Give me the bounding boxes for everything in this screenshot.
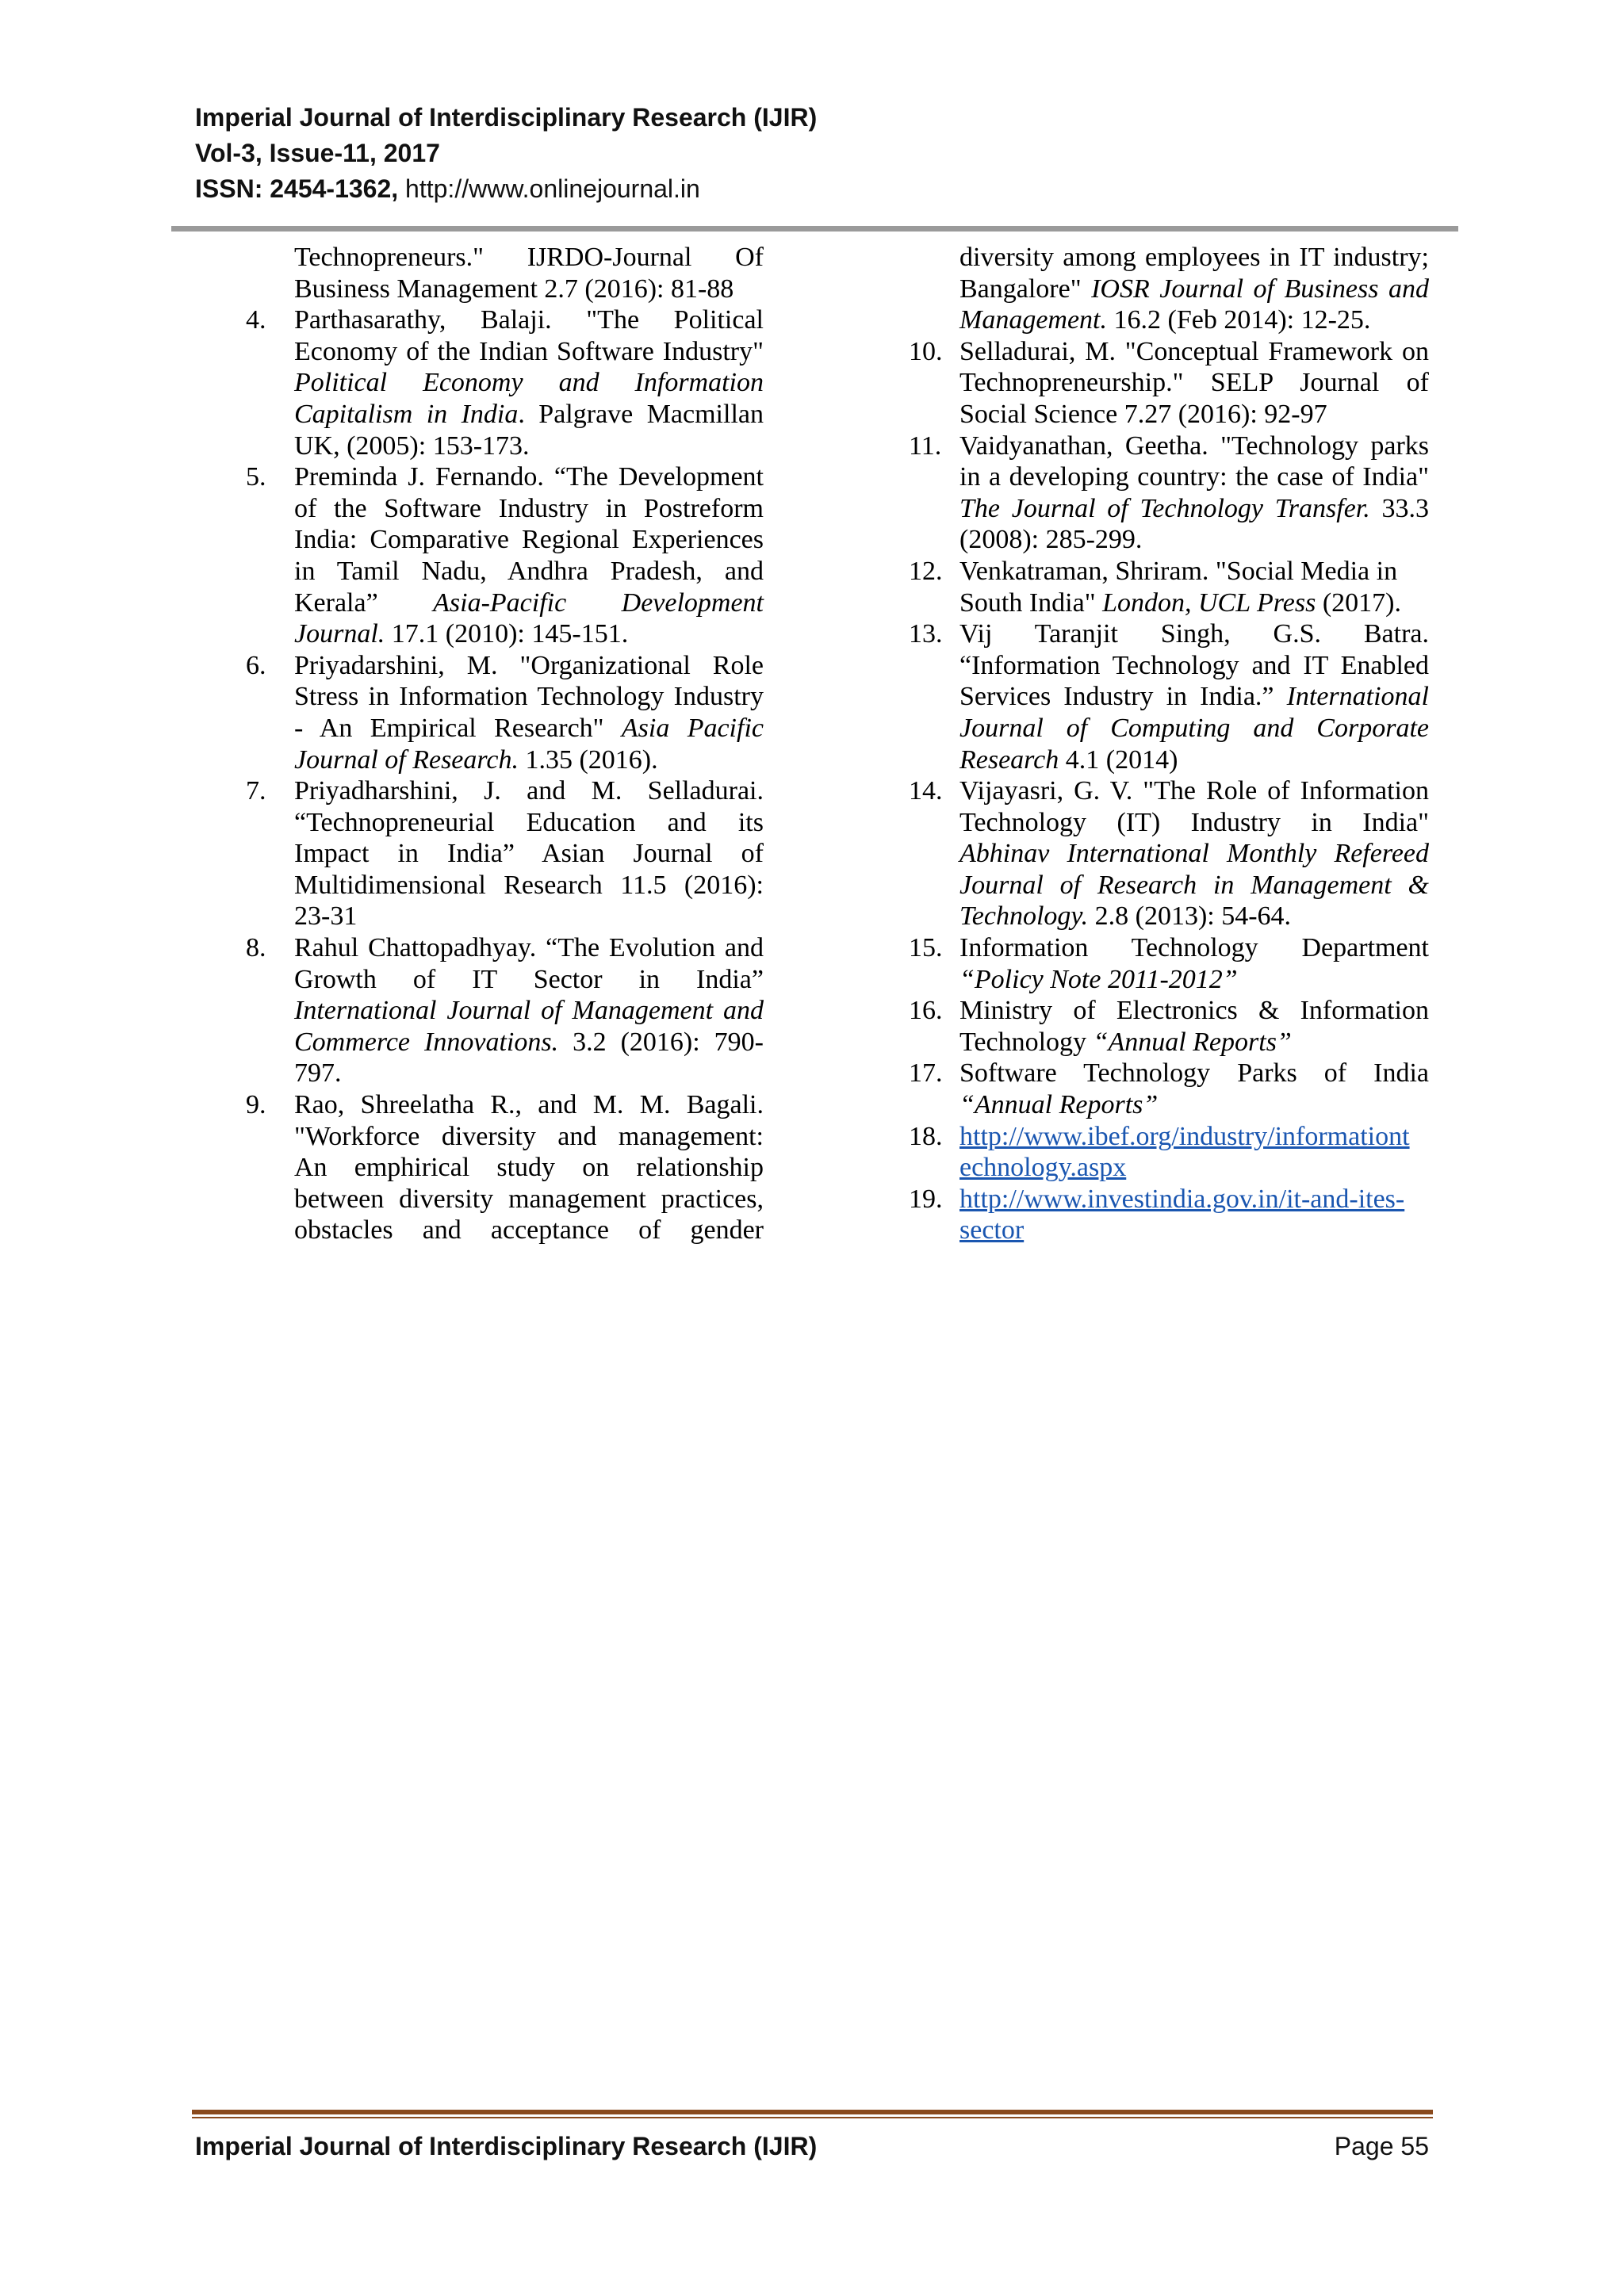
reference-title-text: London, UCL Press [1102, 587, 1316, 618]
reference-line [959, 1184, 1429, 1215]
reference-item-14 [909, 775, 1429, 932]
reference-line [959, 1121, 1429, 1153]
reference-line [959, 367, 1429, 399]
reference-item-17 [909, 1058, 1429, 1120]
reference-number: 14. [909, 776, 943, 806]
reference-number: 8. [246, 933, 266, 963]
reference-line [294, 524, 764, 556]
reference-text: of the Software Industry in Postreform [294, 493, 764, 523]
reference-item-4 [246, 304, 764, 461]
reference-text: 3.2 (2016): 790- [558, 1027, 764, 1057]
reference-text: Ministry of Electronics & Information [959, 996, 1429, 1026]
reference-title-text: Research [959, 744, 1059, 775]
reference-link[interactable]: echnology.aspx [959, 1153, 1127, 1183]
reference-text: Priyadarshini, M. "Organizational Role [294, 650, 764, 680]
reference-text: Technopreneurship." SELP Journal of [959, 368, 1429, 398]
reference-text: Software Technology Parks of India [959, 1058, 1429, 1089]
reference-text: Growth of IT Sector in India” [294, 964, 764, 994]
reference-line [294, 556, 764, 587]
reference-text: (2017). [1316, 587, 1401, 618]
reference-title-text: “Annual Reports” [1093, 1027, 1292, 1057]
reference-text: Stress in Information Technology Industry [294, 682, 764, 712]
reference-line [294, 1121, 764, 1153]
reference-item-7 [246, 775, 764, 932]
reference-line [959, 524, 1429, 556]
reference-item-16 [909, 995, 1429, 1058]
reference-item-10 [909, 336, 1429, 430]
reference-item-11 [909, 430, 1429, 556]
reference-line [959, 1027, 1429, 1058]
reference-number: 13. [909, 619, 943, 649]
reference-text: India: Comparative Regional Experiences [294, 525, 764, 555]
reference-title-text: Political Economy and Information [294, 368, 764, 398]
reference-line [294, 964, 764, 996]
reference-line [959, 430, 1429, 462]
reference-line [294, 995, 764, 1027]
reference-link[interactable]: sector [959, 1215, 1025, 1246]
reference-line [959, 274, 1429, 305]
reference-title-text: Commerce Innovations. [294, 1027, 559, 1057]
reference-number: 10. [909, 336, 943, 366]
reference-title-text: Journal of Research. [294, 744, 519, 775]
reference-text: Kerala” [294, 587, 434, 618]
reference-text: (2008): 285-299. [959, 525, 1143, 555]
reference-text: 23-31 [294, 901, 358, 932]
reference-text: obstacles and acceptance of gender [294, 1215, 764, 1246]
reference-text: Technopreneurs." IJRDO-Journal Of [294, 243, 764, 272]
reference-title-text: Journal. [294, 619, 385, 649]
reference-number: 16. [909, 996, 943, 1026]
reference-line [959, 587, 1429, 619]
reference-text: "Workforce diversity and management: [294, 1121, 764, 1151]
reference-line [294, 367, 764, 399]
reference-title-text: Management. [959, 305, 1108, 335]
reference-line [294, 1184, 764, 1215]
references-left-column [246, 242, 764, 1246]
reference-continuation [246, 242, 764, 304]
reference-text: “Information Technology and IT Enabled [959, 650, 1429, 680]
reference-text: Services Industry in India.” [959, 682, 1287, 712]
reference-line [294, 430, 764, 462]
journal-header [195, 100, 817, 207]
reference-line [294, 587, 764, 619]
reference-text: Parthasarathy, Balaji. "The Political [294, 305, 764, 335]
issn-line [195, 171, 817, 207]
reference-line [294, 744, 764, 776]
reference-item-6 [246, 650, 764, 775]
reference-line [959, 807, 1429, 839]
reference-number: 7. [246, 776, 266, 806]
reference-line [959, 1152, 1429, 1184]
reference-line [959, 336, 1429, 368]
reference-text: South India" [959, 587, 1103, 618]
journal-title: Imperial Journal of Interdisciplinary Research (IJIR) [195, 103, 818, 132]
header-rule [171, 226, 1458, 232]
footer-journal-title: Imperial Journal of Interdisciplinary Research (IJIR) [195, 2132, 818, 2160]
reference-line [959, 650, 1429, 682]
reference-item-8 [246, 932, 764, 1089]
reference-line [294, 807, 764, 839]
reference-line [959, 304, 1429, 336]
reference-line [959, 932, 1429, 964]
reference-text: Rao, Shreelatha R., and M. M. Bagali. [294, 1090, 764, 1120]
reference-text: Technology (IT) Industry in India" [959, 807, 1429, 837]
reference-item-13 [909, 618, 1429, 775]
reference-link[interactable]: http://www.investindia.gov.in/it-and-ites- [959, 1184, 1405, 1214]
reference-line [959, 713, 1429, 744]
reference-text: - An Empirical Research" [294, 713, 622, 743]
reference-line [294, 901, 764, 932]
reference-item-15 [909, 932, 1429, 995]
reference-line [294, 681, 764, 713]
reference-item-19 [909, 1184, 1429, 1246]
reference-line [294, 1027, 764, 1058]
reference-line [959, 242, 1429, 274]
reference-line [959, 493, 1429, 525]
reference-text: Information Technology Department [959, 933, 1429, 963]
reference-text: Social Science 7.27 (2016): 92-97 [959, 399, 1327, 429]
reference-text: 4.1 (2014) [1059, 744, 1178, 775]
reference-text: Vaidyanathan, Geetha. "Technology parks [959, 430, 1429, 461]
reference-line [959, 461, 1429, 493]
reference-title-text: International [1286, 682, 1429, 712]
reference-line [959, 1058, 1429, 1089]
reference-text: UK, (2005): 153-173. [294, 430, 530, 461]
reference-line [294, 713, 764, 744]
reference-line [294, 461, 764, 493]
reference-item-18 [909, 1121, 1429, 1184]
reference-line [294, 650, 764, 682]
reference-number: 4. [246, 305, 266, 335]
reference-line [294, 1215, 764, 1246]
reference-title-text: “Annual Reports” [959, 1090, 1159, 1120]
reference-text: Business Management 2.7 (2016): 81-88 [294, 274, 734, 304]
reference-line [959, 995, 1429, 1027]
reference-line [294, 618, 764, 650]
footer-rule-thin [192, 2117, 1433, 2118]
reference-number: 11. [909, 430, 942, 461]
reference-text: Venkatraman, Shriram. "Social Media in [959, 556, 1398, 586]
reference-line [959, 681, 1429, 713]
reference-text: Vijayasri, G. V. "The Role of Information [959, 776, 1429, 806]
reference-line [959, 775, 1429, 807]
reference-text: Preminda J. Fernando. “The Development [294, 462, 764, 492]
reference-text: in a developing country: the case of India" [959, 462, 1429, 492]
reference-number: 17. [909, 1058, 943, 1089]
reference-text: 797. [294, 1058, 342, 1089]
reference-text: “Technopreneurial Education and its [294, 807, 764, 837]
reference-line [294, 399, 764, 430]
page-number: Page 55 [1334, 2132, 1429, 2160]
reference-line [959, 964, 1429, 996]
reference-line [959, 1089, 1429, 1121]
reference-item-9 [246, 1089, 764, 1246]
reference-number: 5. [246, 462, 266, 492]
references-right-column [909, 242, 1429, 1246]
page-footer [195, 2129, 1429, 2164]
journal-website: http://www.onlinejournal.in [405, 174, 700, 203]
reference-number: 9. [246, 1090, 266, 1120]
reference-text: Selladurai, M. "Conceptual Framework on [959, 336, 1429, 366]
reference-line [294, 304, 764, 336]
reference-title-text: Technology. [959, 901, 1089, 932]
reference-title-text: International Journal of Management and [294, 996, 764, 1026]
reference-title-text: Abhinav International Monthly Refereed [959, 839, 1429, 869]
reference-text: diversity among employees in IT industry; [959, 243, 1429, 272]
reference-title-text: “Policy Note 2011-2012” [959, 964, 1238, 994]
reference-text: Priyadharshini, J. and M. Selladurai. [294, 776, 764, 806]
reference-text: Rahul Chattopadhyay. “The Evolution and [294, 933, 764, 963]
reference-number: 15. [909, 933, 943, 963]
reference-text: 17.1 (2010): 145-151. [385, 619, 629, 649]
reference-line [959, 870, 1429, 901]
reference-line [294, 493, 764, 525]
reference-line [294, 1089, 764, 1121]
reference-text: Economy of the Indian Software Industry" [294, 336, 764, 366]
volume-issue: Vol-3, Issue-11, 2017 [195, 139, 440, 167]
reference-text: Multidimensional Research 11.5 (2016): [294, 870, 764, 900]
reference-line [959, 556, 1429, 587]
reference-number: 6. [246, 650, 266, 680]
reference-text: 16.2 (Feb 2014): 12-25. [1107, 305, 1371, 335]
reference-line [959, 618, 1429, 650]
reference-continuation [909, 242, 1429, 336]
reference-line [294, 838, 764, 870]
reference-title-text: Journal of Computing and Corporate [959, 713, 1429, 743]
reference-link[interactable]: http://www.ibef.org/industry/informationt [959, 1121, 1410, 1151]
reference-text: Technology [959, 1027, 1094, 1057]
reference-line [294, 1152, 764, 1184]
reference-text: Vij Taranjit Singh, G.S. Batra. [959, 619, 1429, 649]
reference-text: between diversity management practices, [294, 1184, 764, 1214]
reference-line [294, 336, 764, 368]
reference-item-12 [909, 556, 1429, 618]
reference-line [959, 1215, 1429, 1246]
reference-line [294, 775, 764, 807]
reference-line [959, 901, 1429, 932]
reference-text: . Palgrave Macmillan [518, 399, 764, 429]
reference-number: 19. [909, 1184, 943, 1214]
reference-title-text: Asia Pacific [621, 713, 764, 743]
reference-title-text: Capitalism in India [294, 399, 519, 429]
reference-text: Impact in India” Asian Journal of [294, 839, 764, 869]
reference-number: 18. [909, 1121, 943, 1151]
reference-line [959, 399, 1429, 430]
reference-text: 33.3 [1369, 493, 1430, 523]
reference-text: in Tamil Nadu, Andhra Pradesh, and [294, 556, 764, 586]
reference-text: Bangalore" [959, 274, 1092, 304]
reference-text: An emphirical study on relationship [294, 1153, 764, 1183]
reference-line [294, 274, 764, 305]
reference-number: 12. [909, 556, 943, 586]
reference-title-text: Journal of Research in Management & [959, 870, 1429, 900]
footer-rule-thick [192, 2110, 1433, 2114]
reference-line [294, 1058, 764, 1089]
reference-title-text: IOSR Journal of Business and [1091, 274, 1429, 304]
reference-line [294, 932, 764, 964]
reference-item-5 [246, 461, 764, 650]
reference-title-text: The Journal of Technology Transfer. [959, 493, 1370, 523]
reference-line [294, 870, 764, 901]
reference-line [959, 744, 1429, 776]
reference-text: 2.8 (2013): 54-64. [1088, 901, 1292, 932]
reference-title-text: Asia-Pacific Development [433, 587, 764, 618]
reference-text: 1.35 (2016). [518, 744, 658, 775]
reference-line [294, 242, 764, 274]
issn: ISSN: 2454-1362, [195, 174, 399, 203]
reference-line [959, 838, 1429, 870]
